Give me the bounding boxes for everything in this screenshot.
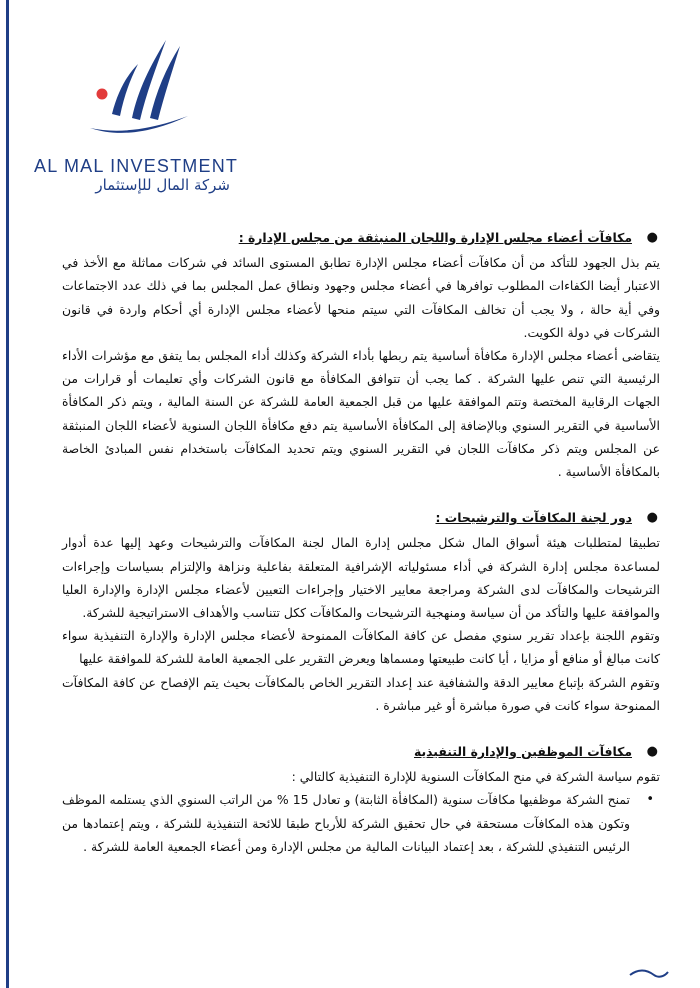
paragraph: يتقاضى أعضاء مجلس الإدارة مكافأة أساسية يتم ربطها بأداء الشركة وكذلك أداء المجلس بما يتفق مع مؤشرات الأداء الرئيسية التي تنص عليها الشركة . كما يجب أن تتوافق المكافأة مع قانون الشركات وأي تعليمات أو قرارات من الجهات الرقابية المختصة وتتم الموافقة عليها من قبل الجمعية العامة للشركة عن السنة المالية ، ويتم ذكر المكافأة الأساسية في التقرير السنوي وبالإضافة إلى المكافأة الأساسية يتم دفع مكافأة اللجان السنوية لأعضاء اللجان المنبثقة عن المجلس ويتم ذكر مكافآت اللجان في التقرير السنوي ويتم تحديد المكافآت باستخدام نفس المبادئ الخاصة بالمكافأة الأساسية . — [62, 348, 660, 480]
list-item: • تمنح الشركة موظفيها مكافآت سنوية (المكافأة الثابتة) و تعادل 15 % من الراتب السنوي الذي يستلمه الموظف وتكون هذه المكافآت مستحقة في حال تحقيق الشركة للأرباح طبقا للائحة التنفيذية للشركة ، ويتم إعتمادها من الرئيس التنفيذي للشركة ، بعد إعتماد البيانات المالية من مجلس الإدارة ومن أعضاء الجمعية العامة للشركة . — [62, 788, 660, 858]
section-heading-employee-remuneration: ● مكافآت الموظفين والإدارة التنفيذية — [62, 740, 660, 763]
left-border-rule — [6, 0, 9, 988]
bullet-icon: ● — [646, 744, 658, 760]
section-heading-board-remuneration: ● مكافآت أعضاء مجلس الإدارة واللجان المنبثقة من مجلس الإدارة : — [62, 226, 660, 249]
bullet-icon: ● — [646, 510, 658, 526]
paragraph: تطبيقا لمتطلبات هيئة أسواق المال شكل مجلس إدارة المال لجنة المكافآت والترشيحات وعهد إليها عدة أدوار لمساعدة مجلس إدارة الشركة في أداء مسئولياته الإشرافية المتعلقة بفاعلية ونزاهة والإلتزام بسياسات وإجراءات الترشيحات والمكافآت لدى الشركة ومراجعة معايير الاختيار وإجراءات التعيين لأعضاء مجلس الإدارة والإدارة العليا والموافقة عليها والتأكد من أن سياسة ومنهجية الترشيحات والمكافآت ككل تتناسب والأهداف الاستراتيجية للشركة. — [62, 535, 660, 621]
paragraph: وتقوم الشركة بإتباع معايير الدقة والشفافية عند إعداد التقرير الخاص بالمكافآت بحيث يتم الإفصاح عن كافة المكافآت الممنوحة سواء كانت في صورة مباشرة أو غير مباشرة . — [62, 674, 660, 713]
section-heading-nomination-committee: ● دور لجنة المكافآت والترشيحات : — [62, 506, 660, 529]
footer-wave-mark-icon — [628, 966, 670, 980]
bullet-icon: ● — [646, 230, 658, 245]
logo-english-name: AL MAL INVESTMENT — [34, 156, 239, 176]
paragraph: تقوم سياسة الشركة في منح المكافآت السنوية للإدارة التنفيذية كالتالي : — [291, 769, 660, 785]
bullet-icon: • — [646, 792, 654, 808]
company-logo — [34, 22, 239, 194]
document-body — [62, 226, 660, 858]
logo-mark-icon — [84, 34, 194, 156]
logo-arabic-name: شركة المال للإستثمار — [95, 176, 230, 194]
paragraph: وتقوم اللجنة بإعداد تقرير سنوي مفصل عن كافة المكافآت الممنوحة لأعضاء مجلس الإدارة والإدارة التنفيذية سواء كانت مبالغ أو منافع أو مزايا ، أيا كانت طبيعتها ومسماها ويعرض التقرير على الجمعية العامة للشركة للموافقة عليها — [62, 628, 660, 667]
paragraph: يتم بذل الجهود للتأكد من أن مكافآت أعضاء مجلس الإدارة تطابق المستوى السائد في شركات مماثلة مع الأخذ في الاعتبار أيضا الكفاءات المطلوب توافرها في أعضاء مجلس وجهود ونطاق عمل المجلس بما في ذلك عدد الاجتماعات وفي أية حالة ، ولا يجب أن تخالف المكافآت التي سيتم منحها لأعضاء مجلس الإدارة أي أحكام واردة في قانون الشركات في دولة الكويت. — [62, 255, 660, 340]
